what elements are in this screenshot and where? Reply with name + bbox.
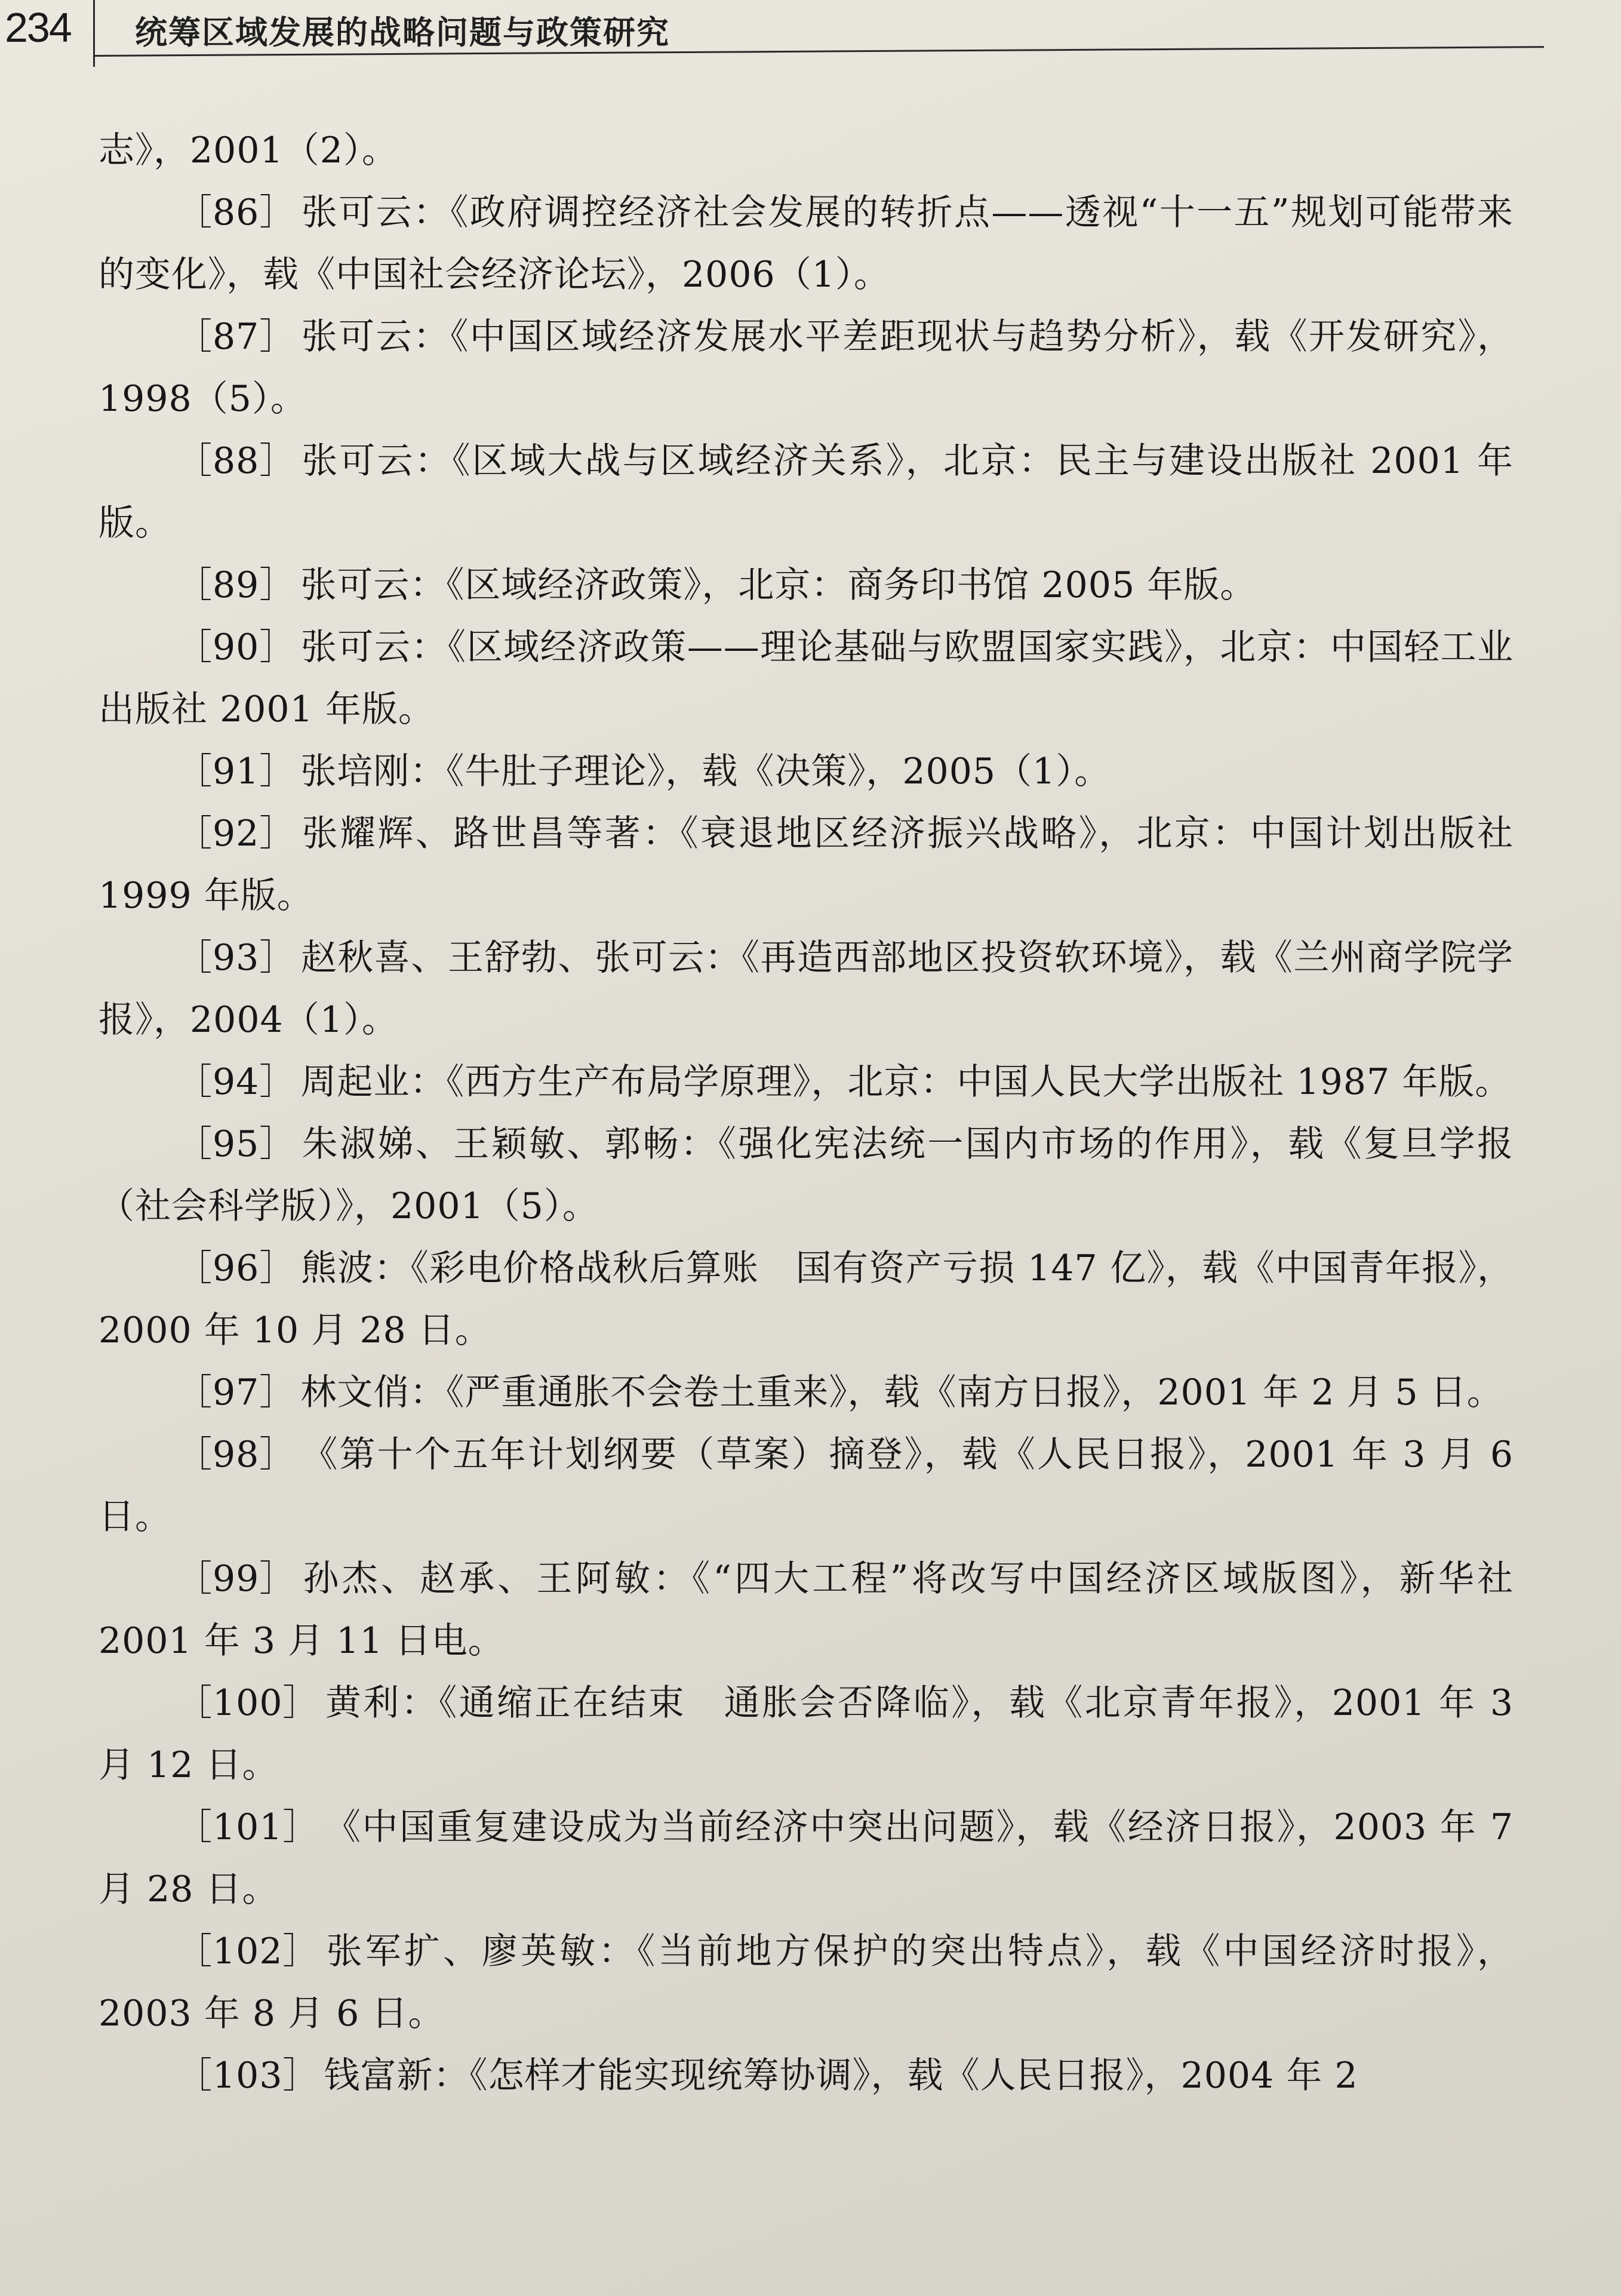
reference-text: 《第十个五年计划纲要（草案）摘登》，载《人民日报》，2001 年 3 月 6 日。 <box>99 1434 1514 1538</box>
reference-item <box>99 1361 1514 1424</box>
reference-text: 张可云：《政府调控经济社会发展的转折点——透视“十一五”规划可能带来的变化》，载《中国社会经济论坛》，2006（1）。 <box>99 192 1514 296</box>
page-number: 234 <box>5 4 71 51</box>
reference-number: ［91］ <box>176 751 296 792</box>
reference-text: 志》，2001（2）。 <box>99 130 398 171</box>
reference-item <box>99 1424 1514 1548</box>
reference-text: 熊波：《彩电价格战秋后算账 国有资产亏损 147 亿》，载《中国青年报》，2000 年 10 月 28 日。 <box>99 1247 1514 1351</box>
reference-text: 张军扩、廖英敏：《当前地方保护的突出特点》，载《中国经济时报》，2003 年 8 月 6 日。 <box>99 1931 1514 2034</box>
reference-text: 林文俏：《严重通胀不会卷土重来》，载《南方日报》，2001 年 2 月 5 日。 <box>300 1372 1503 1413</box>
header-vertical-rule <box>93 0 95 67</box>
reference-item <box>99 1672 1514 1796</box>
reference-number: ［101］ <box>176 1806 319 1848</box>
reference-item <box>99 1051 1514 1113</box>
reference-number: ［94］ <box>176 1061 296 1103</box>
reference-item <box>99 803 1514 927</box>
reference-text: 张培刚：《牛肚子理论》，载《决策》，2005（1）。 <box>300 751 1111 792</box>
reference-number: ［86］ <box>176 192 296 233</box>
reference-text: 钱富新：《怎样才能实现统筹协调》，载《人民日报》，2004 年 2 <box>324 2055 1358 2097</box>
reference-item <box>99 2045 1514 2107</box>
running-title: 统筹区域发展的战略问题与政策研究 <box>135 14 670 51</box>
reference-number: ［99］ <box>176 1558 296 1600</box>
reference-item <box>99 616 1514 740</box>
reference-number: ［100］ <box>176 1682 319 1724</box>
reference-text: 张可云：《区域大战与区域经济关系》，北京：民主与建设出版社 2001 年版。 <box>99 440 1514 544</box>
reference-text: 黄利：《通缩正在结束 通胀会否降临》，载《北京青年报》，2001 年 3 月 12 日。 <box>99 1682 1514 1786</box>
reference-number: ［96］ <box>176 1247 296 1289</box>
reference-item <box>99 430 1514 554</box>
reference-item <box>99 554 1514 616</box>
reference-number: ［88］ <box>176 440 296 482</box>
reference-item <box>99 306 1514 430</box>
reference-number: ［89］ <box>176 564 296 606</box>
reference-text: 孙杰、赵承、王阿敏：《“四大工程”将改写中国经济区域版图》，新华社 2001 年 3 月 11 日电。 <box>99 1558 1514 1662</box>
reference-text: 周起业：《西方生产布局学原理》，北京：中国人民大学出版社 1987 年版。 <box>300 1061 1512 1103</box>
reference-number: ［92］ <box>176 813 296 855</box>
reference-number: ［90］ <box>176 626 296 668</box>
reference-item <box>99 1920 1514 2045</box>
reference-item <box>99 1237 1514 1361</box>
reference-item <box>99 740 1514 803</box>
reference-number: ［95］ <box>176 1123 296 1165</box>
reference-text: 赵秋喜、王舒勃、张可云：《再造西部地区投资软环境》，载《兰州商学院学报》，2004（1）。 <box>99 937 1514 1041</box>
reference-item <box>99 1548 1514 1672</box>
reference-item <box>99 182 1514 306</box>
reference-number: ［93］ <box>176 937 296 979</box>
reference-text: 张耀辉、路世昌等著：《衰退地区经济振兴战略》，北京：中国计划出版社 1999 年版。 <box>99 813 1514 917</box>
reference-item <box>99 927 1514 1051</box>
reference-number: ［102］ <box>176 1931 319 1972</box>
reference-item <box>99 1113 1514 1237</box>
reference-text: 《中国重复建设成为当前经济中突出问题》，载《经济日报》，2003 年 7 月 28 日。 <box>99 1806 1514 1910</box>
page-header <box>0 0 1621 78</box>
reference-number: ［98］ <box>176 1434 296 1476</box>
reference-number: ［87］ <box>176 316 296 358</box>
reference-item <box>99 1796 1514 1920</box>
reference-continuation <box>99 119 1514 182</box>
reference-text: 张可云：《区域经济政策——理论基础与欧盟国家实践》，北京：中国轻工业出版社 2001 年版。 <box>99 626 1514 730</box>
reference-number: ［97］ <box>176 1372 296 1413</box>
reference-number: ［103］ <box>176 2055 319 2097</box>
reference-text: 张可云：《区域经济政策》，北京：商务印书馆 2005 年版。 <box>300 564 1257 606</box>
reference-text: 张可云：《中国区域经济发展水平差距现状与趋势分析》，载《开发研究》，1998（5）。 <box>99 316 1514 420</box>
reference-list <box>99 119 1514 2107</box>
reference-text: 朱淑娣、王颖敏、郭畅：《强化宪法统一国内市场的作用》，载《复旦学报（社会科学版）》，2001（5）。 <box>99 1123 1514 1227</box>
